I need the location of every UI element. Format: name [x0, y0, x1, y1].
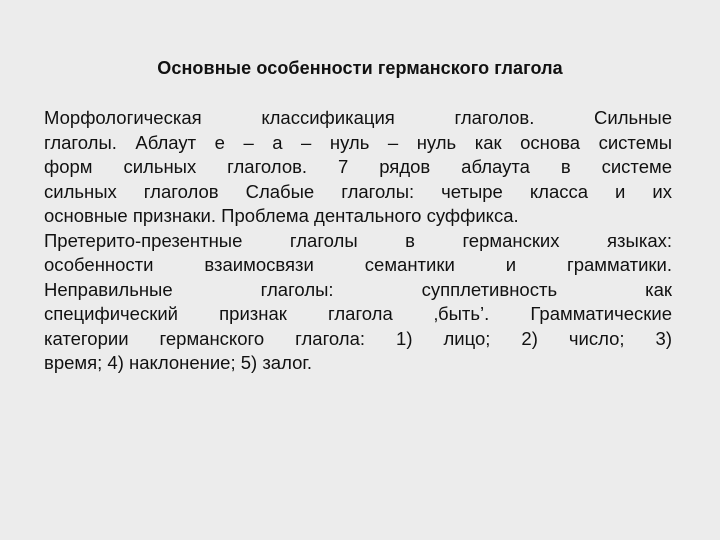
body-line: категории германского глагола: 1) лицо; 2) число; 3)	[44, 327, 672, 349]
body-line: время; 4) наклонение; 5) залог.	[44, 352, 313, 373]
slide-body-text	[44, 106, 672, 376]
body-line: форм сильных глаголов. 7 рядов аблаута в системе	[44, 156, 672, 177]
body-line: глаголы. Аблаут е – а – нуль – нуль как основа системы	[44, 131, 672, 153]
slide-title: Основные особенности германского глагола	[157, 58, 563, 78]
body-line: Неправильные глаголы: супплетивность как	[44, 278, 672, 300]
body-line: сильных глаголов Слабые глаголы: четыре класса и их	[44, 180, 672, 202]
body-line: Претерито-презентные глаголы в германских языках:	[44, 229, 672, 251]
body-line: основные признаки. Проблема дентального суффикса.	[44, 205, 519, 226]
body-line: Морфологическая классификация глаголов. Сильные	[44, 107, 672, 128]
body-line: особенности взаимосвязи семантики и грамматики.	[44, 254, 672, 275]
body-line: специфический признак глагола ‚быть’. Грамматические	[44, 303, 672, 324]
